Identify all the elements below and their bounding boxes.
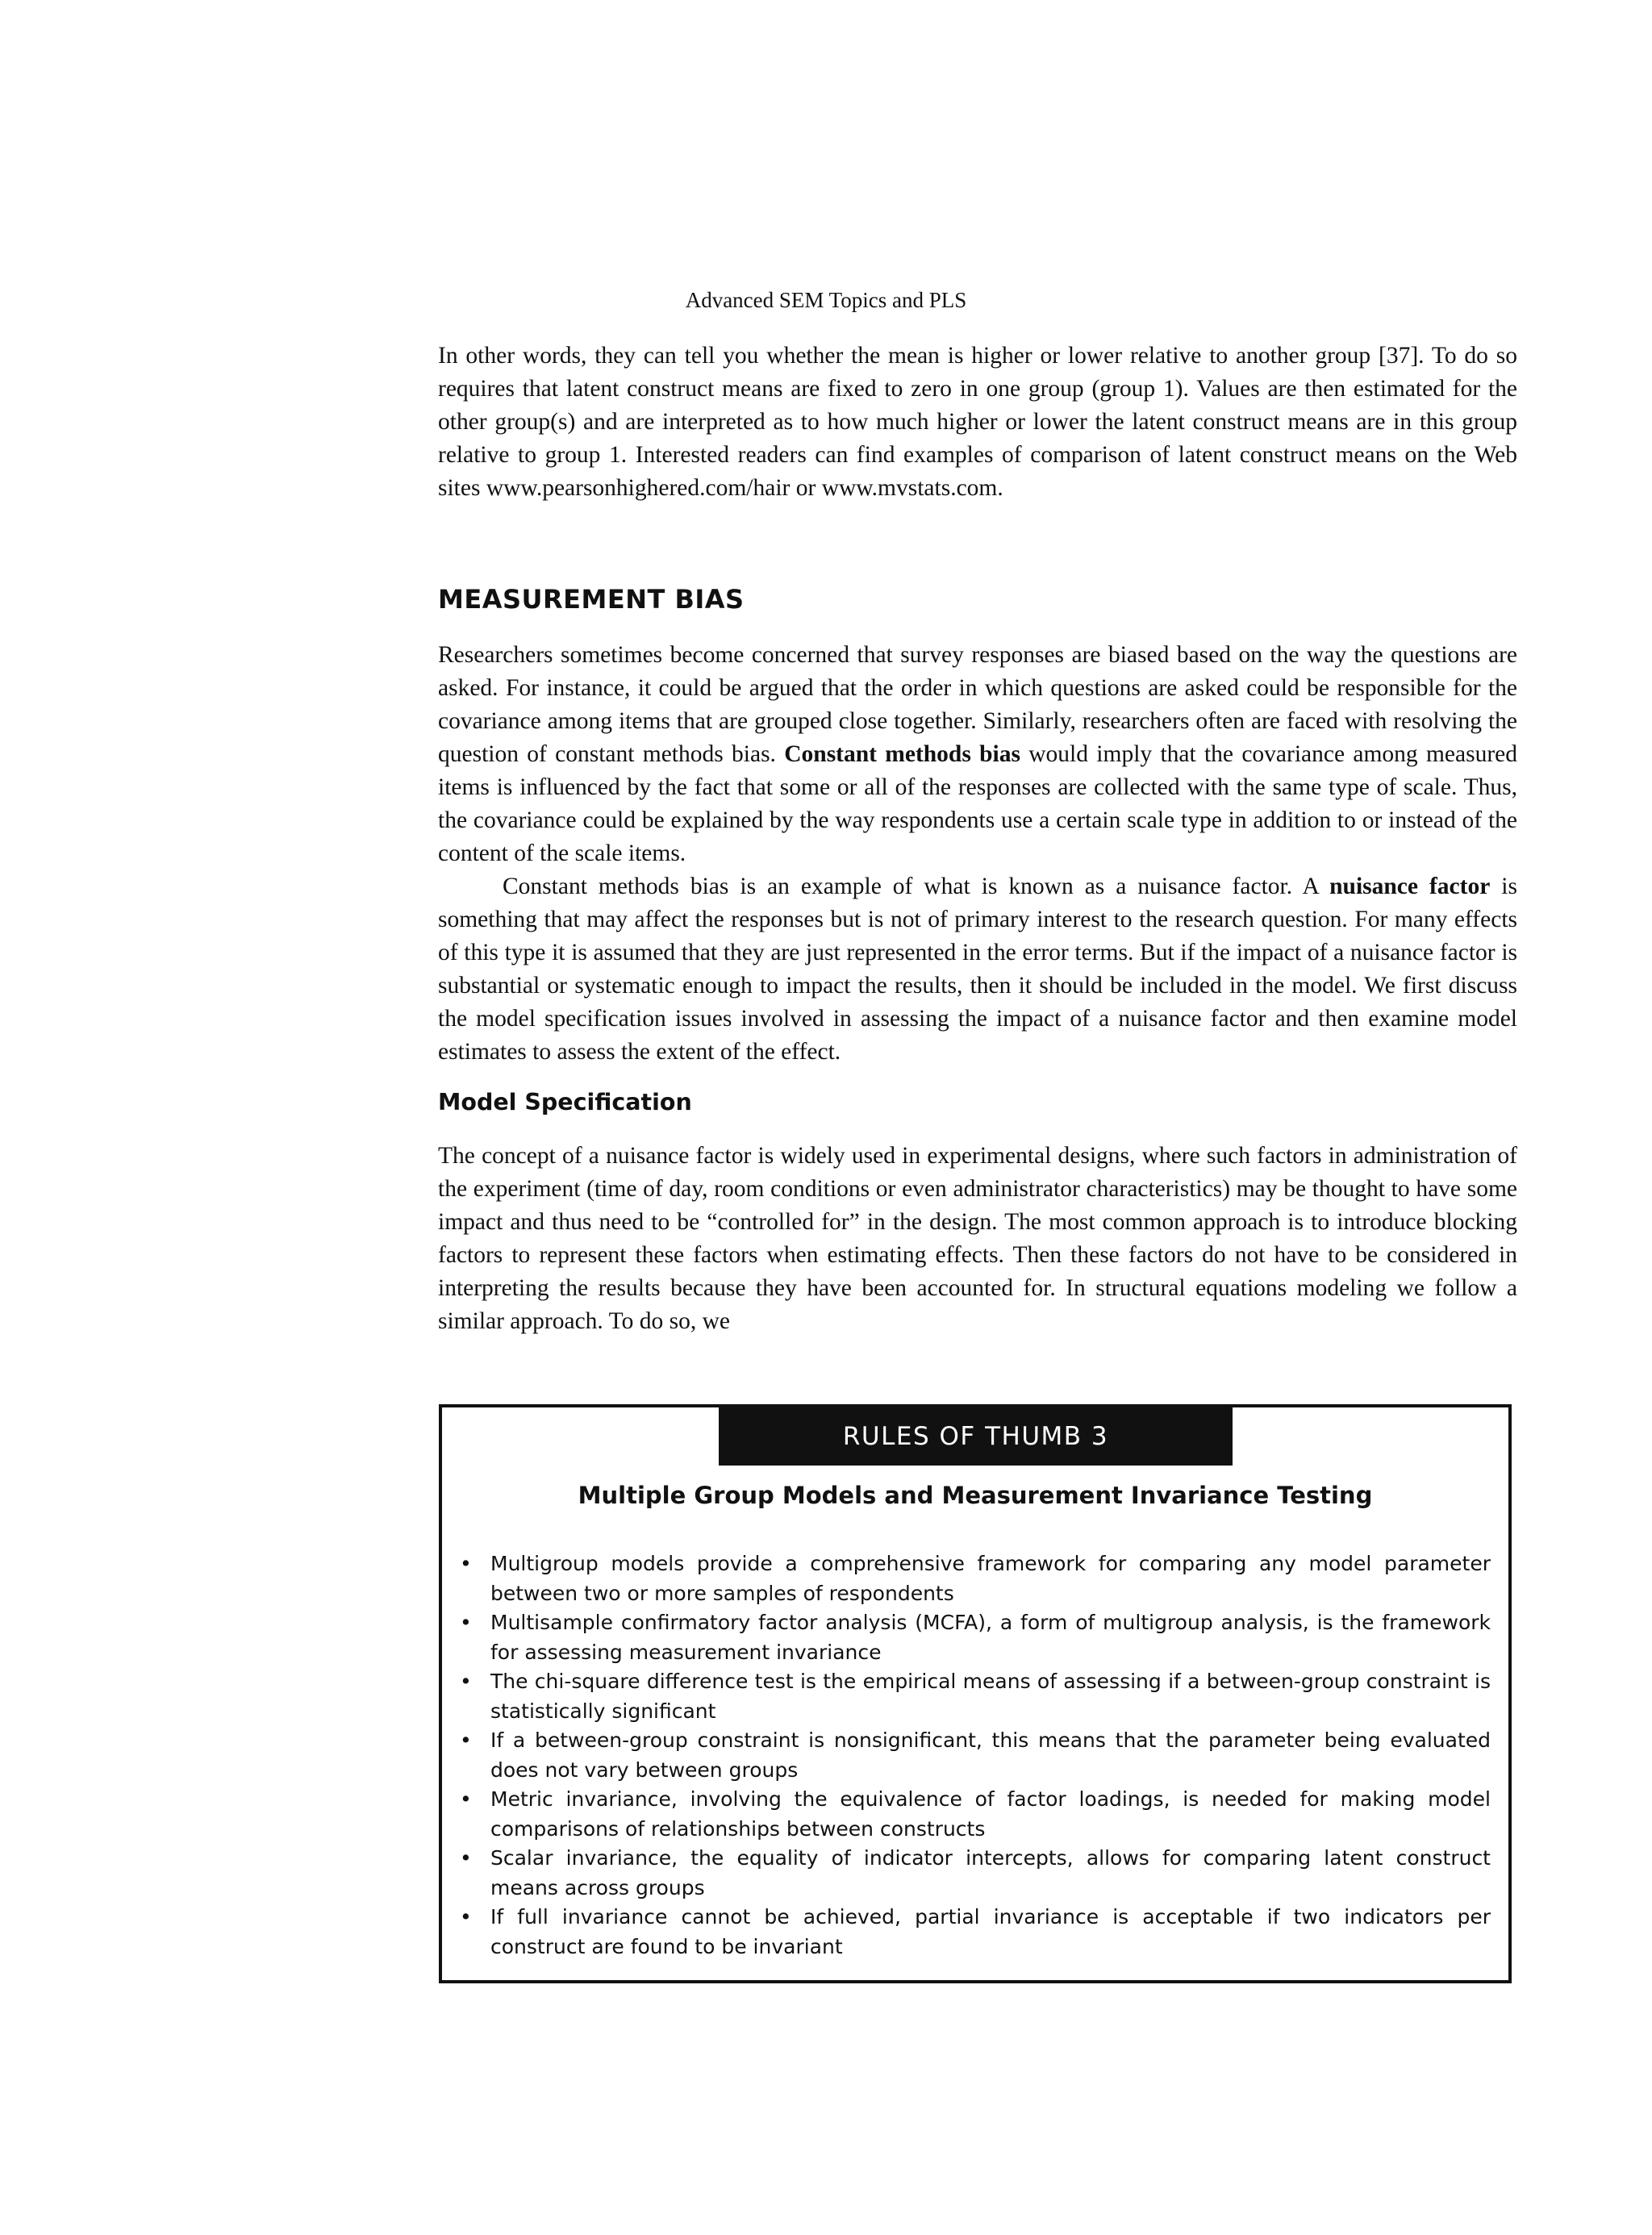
rules-of-thumb-title: Multiple Group Models and Measurement Invariance Testing bbox=[578, 1482, 1373, 1509]
rule-item-text: If a between-group constraint is nonsignificant, this means that the parameter being evaluated does not vary between groups bbox=[490, 1728, 1491, 1782]
measurement-bias-paragraph-1 bbox=[438, 639, 1517, 870]
rule-item-text: Scalar invariance, the equality of indicator intercepts, allows for comparing latent construct means across groups bbox=[490, 1846, 1491, 1899]
intro-paragraph: In other words, they can tell you whether the mean is higher or lower relative to another group [37]. To do so requires that latent construct means are fixed to zero in one group (group 1). Values are then estimated for the other group(s) and are interpreted as to how much higher or lower the latent construct means are in this group relative to group 1. Interested readers can find examples of comparison of latent construct means on the Web sites www.pearsonhighered.com/hair or www.mvstats.com. bbox=[438, 343, 1517, 501]
mb-p2-text-b: is something that may affect the responses but is not of primary interest to the research question. For many effects of this type it is assumed that they are just represented in the error terms. But if the impact of a nuisance factor is substantial or systematic enough to impact the results, then it should be included in the model. We first discuss the model specification issues involved in assessing the impact of a nuisance factor and then examine model estimates to assess the extent of the effect. bbox=[438, 874, 1517, 1065]
intro-section bbox=[438, 340, 1517, 505]
term-constant-methods-bias: Constant methods bias bbox=[784, 741, 1020, 767]
rule-item bbox=[457, 1844, 1491, 1903]
rules-of-thumb-list bbox=[457, 1549, 1491, 1962]
model-specification-heading: Model Specification bbox=[438, 1089, 692, 1115]
rule-item bbox=[457, 1903, 1491, 1962]
rule-item bbox=[457, 1785, 1491, 1844]
running-head: Advanced SEM Topics and PLS bbox=[685, 288, 967, 312]
bullet-icon: • bbox=[460, 1670, 472, 1693]
measurement-bias-heading: MEASUREMENT BIAS bbox=[438, 584, 745, 615]
rules-of-thumb-banner: RULES OF THUMB 3 bbox=[719, 1407, 1233, 1466]
rule-item bbox=[457, 1549, 1491, 1608]
rule-item-text: Multigroup models provide a comprehensive framework for comparing any model parameter between two or more samples of respondents bbox=[490, 1552, 1491, 1605]
measurement-bias-paragraph-2 bbox=[438, 870, 1517, 1069]
model-specification-section bbox=[438, 1140, 1517, 1338]
rule-item bbox=[457, 1608, 1491, 1667]
rule-item bbox=[457, 1726, 1491, 1785]
rule-item-text: The chi-square difference test is the empirical means of assessing if a between-group constraint is statistically significant bbox=[490, 1670, 1491, 1723]
bullet-icon: • bbox=[460, 1552, 472, 1575]
measurement-bias-section bbox=[438, 639, 1517, 1069]
rule-item-text: If full invariance cannot be achieved, partial invariance is acceptable if two indicators per construct are found to be invariant bbox=[490, 1905, 1491, 1958]
bullet-icon: • bbox=[460, 1905, 472, 1929]
model-specification-paragraph: The concept of a nuisance factor is widely used in experimental designs, where such factors in administration of the experiment (time of day, room conditions or even administrator characteristics) may be thought to have some impact and thus need to be “controlled for” in the design. The most common approach is to introduce blocking factors to represent these factors when estimating effects. Then these factors do not have to be considered in interpreting the results because they have been accounted for. In structural equations modeling we follow a similar approach. To do so, we bbox=[438, 1143, 1517, 1334]
bullet-icon: • bbox=[460, 1787, 472, 1811]
term-nuisance-factor: nuisance factor bbox=[1329, 874, 1491, 899]
rule-item bbox=[457, 1667, 1491, 1726]
rules-of-thumb-box bbox=[439, 1404, 1512, 1983]
bullet-icon: • bbox=[460, 1846, 472, 1870]
bullet-icon: • bbox=[460, 1611, 472, 1634]
mb-p2-text-a: Constant methods bias is an example of what is known as a nuisance factor. A bbox=[503, 874, 1330, 899]
mb-p1-text-a: Researchers sometimes become concerned that survey responses are biased based on the way the questions are asked. For instance, it could be argued that the order in which questions are asked could be responsible for the covariance among items that are grouped close together. Similarly, researchers often are faced with resolving the question of constant methods bias. bbox=[438, 642, 1517, 767]
bullet-icon: • bbox=[460, 1728, 472, 1752]
mb-p1-text-b: would imply that the covariance among measured items is influenced by the fact that some or all of the responses are collected with the same type of scale. Thus, the covariance could be explained by the way respondents use a certain scale type in addition to or instead of the content of the scale items. bbox=[438, 741, 1517, 866]
rule-item-text: Metric invariance, involving the equivalence of factor loadings, is needed for making model comparisons of relationships between constructs bbox=[490, 1787, 1491, 1841]
rule-item-text: Multisample confirmatory factor analysis (MCFA), a form of multigroup analysis, is the framework for assessing measurement invariance bbox=[490, 1611, 1491, 1664]
